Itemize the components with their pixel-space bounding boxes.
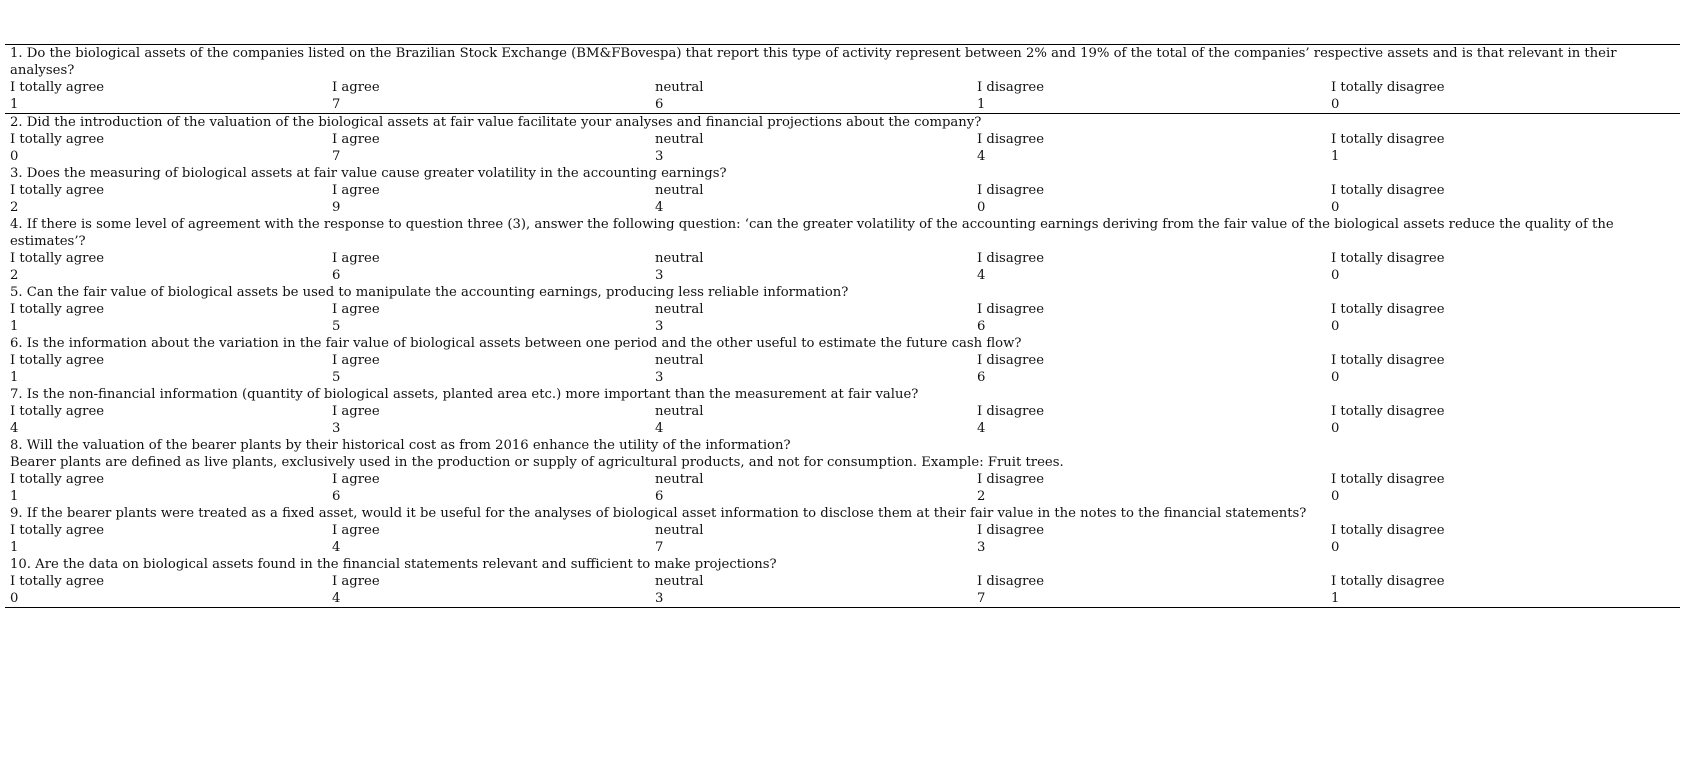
choice-label: I totally disagree bbox=[1331, 132, 1445, 147]
question-row bbox=[5, 556, 1680, 573]
choice-label: I agree bbox=[332, 574, 380, 589]
choice-label: neutral bbox=[655, 523, 704, 538]
choice-label: I disagree bbox=[977, 251, 1045, 266]
response-count: 7 bbox=[327, 96, 650, 114]
choice-label: I agree bbox=[332, 183, 380, 198]
response-count: 4 bbox=[332, 540, 341, 555]
choice-label: neutral bbox=[655, 574, 704, 589]
response-counts-row bbox=[5, 148, 1680, 165]
response-count: 0 bbox=[977, 200, 986, 215]
choice-label: I disagree bbox=[977, 523, 1045, 538]
choice-label: I totally agree bbox=[10, 132, 105, 147]
response-count: 4 bbox=[327, 590, 650, 608]
survey-table-body bbox=[5, 45, 1680, 608]
choice-label: I totally disagree bbox=[1331, 353, 1445, 368]
response-count: 1 bbox=[5, 96, 327, 114]
response-count: 6 bbox=[650, 96, 972, 114]
question-row bbox=[5, 165, 1680, 182]
question-text: 9. If the bearer plants were treated as a fixed asset, would it be useful for the analyses of biological asset information to disclose them at their fair value in the notes to the financial statements? bbox=[10, 506, 1307, 521]
response-count: 0 bbox=[1331, 489, 1340, 504]
choice-label: I totally disagree bbox=[1331, 80, 1445, 95]
response-count: 0 bbox=[5, 590, 327, 608]
question-text: 4. If there is some level of agreement with the response to question three (3), answer the following question: ‘can the greater volatility of the accounting earnings deriving from the fair value of the biological assets reduce the quality of the estimates’? bbox=[10, 217, 1614, 249]
choice-label: I agree bbox=[332, 302, 380, 317]
response-count: 3 bbox=[655, 319, 664, 334]
response-count: 4 bbox=[655, 200, 664, 215]
response-count: 3 bbox=[332, 421, 341, 436]
choice-labels-row bbox=[5, 250, 1680, 267]
response-count: 2 bbox=[977, 489, 986, 504]
choice-label: I totally disagree bbox=[1331, 472, 1445, 487]
choice-label: I disagree bbox=[977, 404, 1045, 419]
response-count: 7 bbox=[972, 590, 1326, 608]
question-row bbox=[5, 45, 1680, 80]
choice-label: I totally disagree bbox=[1331, 251, 1445, 266]
choice-label: I disagree bbox=[977, 80, 1045, 95]
question-text: 6. Is the information about the variation in the fair value of biological assets between one period and the other useful to estimate the future cash flow? bbox=[10, 336, 1022, 351]
choice-label: I totally disagree bbox=[1331, 302, 1445, 317]
response-count: 0 bbox=[1331, 370, 1340, 385]
choice-label: I agree bbox=[332, 251, 380, 266]
question-text: 3. Does the measuring of biological assets at fair value cause greater volatility in the accounting earnings? bbox=[10, 166, 727, 181]
choice-label: I disagree bbox=[977, 132, 1045, 147]
choice-label: I totally agree bbox=[10, 472, 105, 487]
question-text: 7. Is the non-financial information (quantity of biological assets, planted area etc.) more important than the measurement at fair value? bbox=[10, 387, 919, 402]
response-counts-row bbox=[5, 590, 1680, 608]
choice-labels-row bbox=[5, 471, 1680, 488]
response-counts-row bbox=[5, 199, 1680, 216]
question-text: 5. Can the fair value of biological assets be used to manipulate the accounting earnings, producing less reliable information? bbox=[10, 285, 849, 300]
response-count: 3 bbox=[655, 268, 664, 283]
choice-label: I disagree bbox=[977, 353, 1045, 368]
question-text: 10. Are the data on biological assets found in the financial statements relevant and sufficient to make projections? bbox=[10, 557, 777, 572]
response-count: 6 bbox=[655, 489, 664, 504]
response-count: 0 bbox=[1331, 540, 1340, 555]
response-count: 3 bbox=[650, 590, 972, 608]
response-count: 2 bbox=[10, 268, 19, 283]
response-counts-row bbox=[5, 267, 1680, 284]
response-count: 6 bbox=[332, 489, 341, 504]
response-count: 1 bbox=[10, 319, 19, 334]
response-count: 0 bbox=[1326, 96, 1680, 114]
response-counts-row bbox=[5, 369, 1680, 386]
choice-label: I totally agree bbox=[10, 523, 105, 538]
response-count: 6 bbox=[977, 370, 986, 385]
choice-label: I agree bbox=[332, 353, 380, 368]
question-note-row bbox=[5, 454, 1680, 471]
response-count: 4 bbox=[977, 268, 986, 283]
choice-label: I disagree bbox=[977, 472, 1045, 487]
choice-label: I totally agree bbox=[10, 251, 105, 266]
question-text: 2. Did the introduction of the valuation of the biological assets at fair value facilitate your analyses and financial projections about the company? bbox=[10, 115, 982, 130]
response-count: 1 bbox=[1326, 590, 1680, 608]
choice-label: I agree bbox=[332, 80, 380, 95]
choice-label: neutral bbox=[655, 132, 704, 147]
response-count: 1 bbox=[10, 370, 19, 385]
response-count: 3 bbox=[655, 149, 664, 164]
choice-label: I agree bbox=[332, 523, 380, 538]
choice-label: I disagree bbox=[977, 183, 1045, 198]
response-count: 0 bbox=[1331, 268, 1340, 283]
choice-label: I agree bbox=[332, 132, 380, 147]
choice-label: I totally agree bbox=[10, 353, 105, 368]
choice-labels-row bbox=[5, 182, 1680, 199]
question-row bbox=[5, 284, 1680, 301]
question-note: Bearer plants are defined as live plants, exclusively used in the production or supply of agricultural products, and not for consumption. Example: Fruit trees. bbox=[10, 455, 1064, 470]
survey-results-table bbox=[5, 44, 1680, 608]
choice-label: I totally disagree bbox=[1331, 574, 1445, 589]
question-row bbox=[5, 216, 1680, 250]
choice-labels-row bbox=[5, 301, 1680, 318]
question-row bbox=[5, 437, 1680, 454]
response-count: 1 bbox=[1331, 149, 1340, 164]
response-counts-row bbox=[5, 488, 1680, 505]
question-row bbox=[5, 335, 1680, 352]
response-count: 9 bbox=[332, 200, 341, 215]
choice-label: neutral bbox=[655, 302, 704, 317]
response-counts-row bbox=[5, 318, 1680, 335]
choice-label: neutral bbox=[655, 80, 704, 95]
choice-label: I totally agree bbox=[10, 404, 105, 419]
choice-label: neutral bbox=[655, 183, 704, 198]
choice-labels-row bbox=[5, 131, 1680, 148]
choice-label: I totally disagree bbox=[1331, 183, 1445, 198]
response-count: 5 bbox=[332, 370, 341, 385]
response-counts-row bbox=[5, 420, 1680, 437]
choice-label: neutral bbox=[655, 404, 704, 419]
question-text: 8. Will the valuation of the bearer plants by their historical cost as from 2016 enhance the utility of the information? bbox=[10, 438, 791, 453]
choice-labels-row bbox=[5, 522, 1680, 539]
response-count: 4 bbox=[977, 149, 986, 164]
choice-label: I totally agree bbox=[10, 80, 105, 95]
response-count: 2 bbox=[10, 200, 19, 215]
response-count: 6 bbox=[332, 268, 341, 283]
choice-label: I disagree bbox=[977, 574, 1045, 589]
response-count: 7 bbox=[332, 149, 341, 164]
choice-labels-row bbox=[5, 573, 1680, 590]
choice-labels-row bbox=[5, 79, 1680, 96]
response-count: 1 bbox=[10, 540, 19, 555]
response-count: 1 bbox=[972, 96, 1326, 114]
choice-label: neutral bbox=[655, 472, 704, 487]
choice-label: I totally disagree bbox=[1331, 404, 1445, 419]
question-row bbox=[5, 114, 1680, 132]
question-row bbox=[5, 505, 1680, 522]
response-count: 0 bbox=[1331, 319, 1340, 334]
question-row bbox=[5, 386, 1680, 403]
response-count: 3 bbox=[977, 540, 986, 555]
response-counts-row bbox=[5, 96, 1680, 114]
response-count: 4 bbox=[977, 421, 986, 436]
choice-label: I agree bbox=[332, 472, 380, 487]
choice-labels-row bbox=[5, 403, 1680, 420]
choice-label: neutral bbox=[655, 353, 704, 368]
response-count: 5 bbox=[332, 319, 341, 334]
response-count: 7 bbox=[655, 540, 664, 555]
choice-label: I disagree bbox=[977, 302, 1045, 317]
response-count: 0 bbox=[1331, 200, 1340, 215]
response-count: 6 bbox=[977, 319, 986, 334]
choice-label: I totally disagree bbox=[1331, 523, 1445, 538]
question-text: 1. Do the biological assets of the companies listed on the Brazilian Stock Exchange (BM&FBovespa) that report this type of activity represent between 2% and 19% of the total of the companies’ respective assets and is that relevant in their analyses? bbox=[5, 45, 1680, 80]
choice-labels-row bbox=[5, 352, 1680, 369]
choice-label: I totally agree bbox=[10, 574, 105, 589]
response-count: 3 bbox=[655, 370, 664, 385]
response-count: 1 bbox=[10, 489, 19, 504]
response-counts-row bbox=[5, 539, 1680, 556]
choice-label: I agree bbox=[332, 404, 380, 419]
response-count: 0 bbox=[1331, 421, 1340, 436]
response-count: 4 bbox=[10, 421, 19, 436]
choice-label: I totally agree bbox=[10, 183, 105, 198]
choice-label: I totally agree bbox=[10, 302, 105, 317]
response-count: 0 bbox=[10, 149, 19, 164]
choice-label: neutral bbox=[655, 251, 704, 266]
response-count: 4 bbox=[655, 421, 664, 436]
